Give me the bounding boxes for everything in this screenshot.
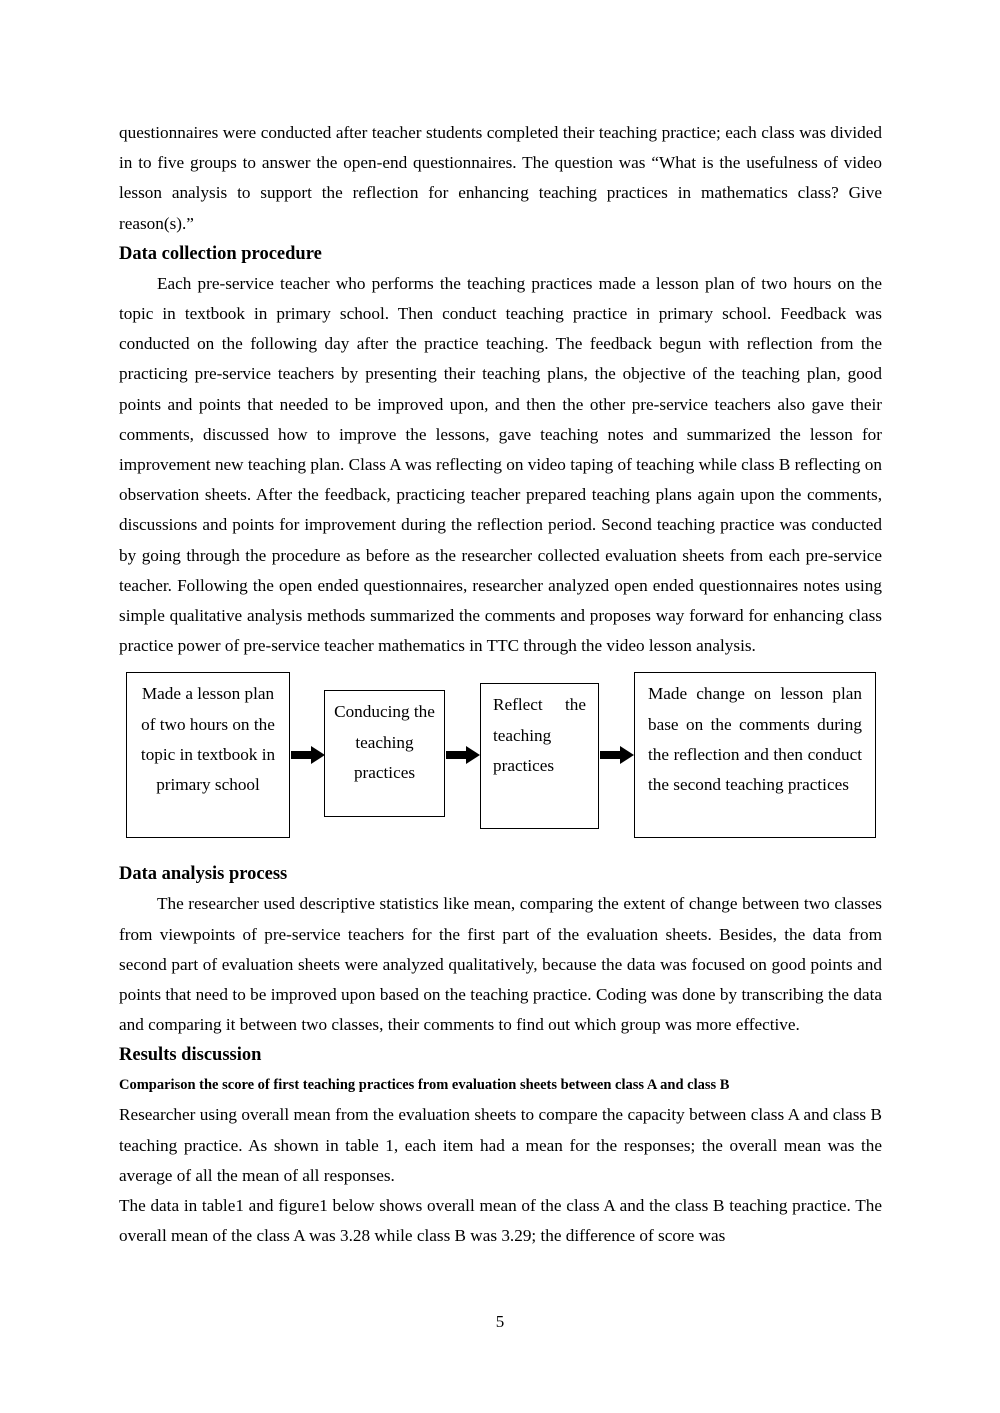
flow-step-conduct-label: Conducing the teaching practices: [334, 702, 435, 782]
heading-data-analysis: Data analysis process: [119, 864, 288, 885]
flow-step-reflect-label: Reflect the teaching practices: [493, 695, 586, 775]
right-arrow-icon: [600, 746, 634, 764]
flow-step-change-plan-label: Made change on lesson plan base on the comments during the reflection and then conduct the second teaching practices: [648, 684, 862, 795]
flow-step-lesson-plan-label: Made a lesson plan of two hours on the topic in textbook in primary school: [140, 684, 276, 795]
flow-step-change-plan: [634, 672, 876, 838]
heading-comparison: Comparison the score of first teaching practices from evaluation sheets between class A and class B: [119, 1077, 730, 1094]
paper-page: [119, 118, 882, 1251]
heading-data-collection: Data collection procedure: [119, 243, 322, 264]
flow-step-lesson-plan: [126, 672, 290, 838]
page-number: 5: [495, 1312, 505, 1331]
right-arrow-icon: [291, 746, 325, 764]
right-arrow-icon: [446, 746, 480, 764]
data-collection-paragraph: Each pre-service teacher who performs the teaching practices made a lesson plan of two hours on the topic in textbook in primary school. Then conduct teaching practice in primary school. Feedback was conducted on the following day after the practice teaching. The feedback begun with reflection from the practicing pre-service teachers by presenting their teaching plans, the objective of the teaching plan, good points and points that needed to be improved upon, and then the other pre-service teachers also gave their comments, discussed how to improve the lessons, gave teaching notes and summarized the lesson for improvement new teaching plan. Class A was reflecting on video taping of teaching while class B reflecting on observation sheets. After the feedback, practicing teacher prepared teaching plans again upon the comments, discussions and points for improvement during the reflection period. Second teaching practice was conducted by going through the procedure as before as the researcher collected evaluation sheets from each pre-service teacher. Following the open ended questionnaires, researcher analyzed open ended questionnaires notes using simple qualitative analysis methods summarized the comments and proposes way forward for enhancing class practice power of pre-service teacher mathematics in TTC through the video lesson analysis.: [119, 273, 882, 656]
intro-paragraph: questionnaires were conducted after teacher students completed their teaching practice; each class was divided in to five groups to answer the open-end questionnaires. The question was “What is the usefulness of video lesson analysis to support the reflection for enhancing teaching practices in mathematics class? Give reason(s).”: [119, 123, 882, 233]
flow-step-conduct: [324, 690, 445, 817]
results-paragraph-2: The data in table1 and figure1 below shows overall mean of the class A and the class B teaching practice. The overall mean of the class A was 3.28 while class B was 3.29; the difference of score was: [119, 1196, 882, 1246]
heading-results-discussion: Results discussion: [119, 1045, 262, 1066]
procedure-flowchart: [119, 661, 882, 859]
data-analysis-paragraph: The researcher used descriptive statistics like mean, comparing the extent of change between two classes from viewpoints of pre-service teachers for the first part of the evaluation sheets. Besides, the data from second part of evaluation sheets were analyzed qualitatively, because the data was focused on good points and points that need to be improved upon based on the teaching practice. Coding was done by transcribing the data and comparing it between two classes, their comments to find out which group was more effective.: [119, 894, 882, 1035]
results-paragraph-1: Researcher using overall mean from the evaluation sheets to compare the capacity between class A and class B teaching practice. As shown in table 1, each item had a mean for the responses; the overall mean was the average of all the mean of all responses.: [119, 1105, 882, 1185]
flow-step-reflect: [480, 683, 599, 829]
